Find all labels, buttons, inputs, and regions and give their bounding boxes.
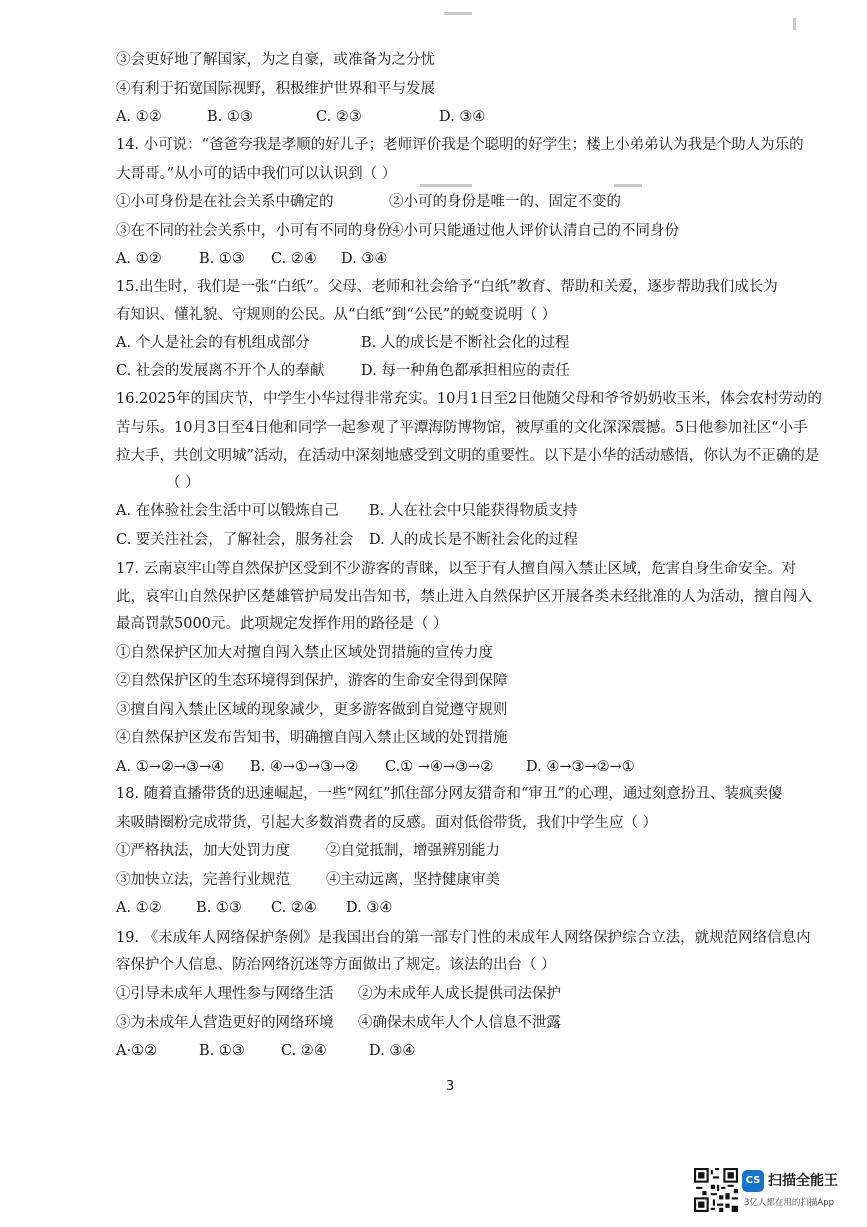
page-number: 3	[446, 1079, 455, 1094]
q18-statement-4: ④主动远离，坚持健康审美	[326, 872, 500, 888]
q14-statement-2: ②小可的身份是唯一的、固定不变的	[389, 194, 621, 210]
q19-stem: 19. 《未成年人网络保护条例》是我国出台的第一部专门性的未成年人网络保护综合立法，就规范网络信息内	[116, 930, 811, 946]
q19-choice-d: D. ③④	[369, 1043, 416, 1059]
scan-artifact	[420, 184, 472, 187]
q17-choice-a: A. ①→②→③→④	[116, 759, 225, 775]
q19-statement-2: ②为未成年人成长提供司法保护	[358, 986, 561, 1002]
camscanner-tagline: 3亿人都在用的扫描App	[744, 1198, 835, 1208]
q18-stem-cont: 来吸睛圈粉完成带货，引起大多数消费者的反感。面对低俗带货，我们中学生应（ ）	[116, 815, 658, 831]
q19-statement-3: ③为未成年人营造更好的网络环境	[116, 1015, 334, 1031]
q17-statement-4: ④自然保护区发布告知书，明确擅自闯入禁止区域的处罚措施	[116, 730, 508, 746]
qr-code-icon	[694, 1168, 738, 1212]
q16-choice-a: A. 在体验社会生活中可以锻炼自己	[116, 503, 339, 519]
q13-statement-4: ④有利于拓宽国际视野，积极维护世界和平与发展	[116, 81, 435, 97]
scan-artifact	[444, 12, 472, 15]
q14-statement-1: ①小可身份是在社会关系中确定的	[116, 194, 334, 210]
q16-stem-cont-2: 拉大手，共创文明城”活动，在活动中深刻地感受到文明的重要性。以下是小华的活动感悟，你认为不正确的是	[116, 448, 820, 464]
q13-choice-b: B. ①③	[207, 109, 253, 125]
q13-choice-c: C. ②③	[316, 109, 362, 125]
q18-choice-b: B. ①③	[196, 900, 242, 916]
q14-statement-4: ④小可只能通过他人评价认清自己的不同身份	[389, 223, 679, 239]
q13-choice-a: A. ①②	[116, 109, 162, 125]
q15-stem-cont: 有知识、懂礼貌、守规则的公民。从“白纸”到“公民”的蜕变说明（ ）	[116, 307, 557, 323]
scan-artifact	[614, 184, 642, 187]
q18-stem: 18. 随着直播带货的迅速崛起，一些“网红”抓住部分网友猎奇和“审丑”的心理，通过刻意扮丑、装疯卖傻	[116, 786, 783, 802]
q16-choice-d: D. 人的成长是不断社会化的过程	[369, 532, 578, 548]
q14-statement-3: ③在不同的社会关系中，小可有不同的身份	[116, 223, 392, 239]
q19-choice-a: A·①②	[116, 1043, 158, 1059]
q14-choice-b: B. ①③	[199, 251, 245, 267]
q17-statement-1: ①自然保护区加大对擅自闯入禁止区域处罚措施的宣传力度	[116, 645, 493, 661]
q17-statement-2: ②自然保护区的生态环境得到保护，游客的生命安全得到保障	[116, 673, 508, 689]
q15-choice-b: B. 人的成长是不断社会化的过程	[361, 335, 570, 351]
q13-statement-3: ③会更好地了解国家，为之自豪，或准备为之分忧	[116, 52, 435, 68]
q16-stem-cont-1: 苦与乐。10月3日至4日他和同学一起参观了平潭海防博物馆，被厚重的文化深深震撼。5日他参加社区“小手	[116, 420, 808, 436]
q13-choice-d: D. ③④	[439, 109, 486, 125]
q15-stem: 15.出生时，我们是一张“白纸”。父母、老师和社会给予“白纸”教育、帮助和关爱，逐步帮助我们成长为	[116, 279, 778, 295]
q18-statement-2: ②自觉抵制，增强辨别能力	[326, 843, 500, 859]
scanner-watermark	[694, 1168, 854, 1216]
q19-choice-b: B. ①③	[199, 1043, 245, 1059]
q16-choice-c: C. 要关注社会，了解社会，服务社会	[116, 532, 354, 548]
q19-stem-cont: 容保护个人信息、防治网络沉迷等方面做出了规定。该法的出台（ ）	[116, 957, 556, 973]
q18-choice-a: A. ①②	[116, 900, 162, 916]
q14-stem-cont: 大哥哥。”从小可的话中我们可以认识到（ ）	[116, 166, 397, 182]
q18-statement-3: ③加快立法，完善行业规范	[116, 872, 290, 888]
q16-answer-bracket: （ ）	[166, 475, 200, 491]
q14-choice-d: D. ③④	[341, 251, 388, 267]
q14-choice-a: A. ①②	[116, 251, 162, 267]
q15-choice-a: A. 个人是社会的有机组成部分	[116, 335, 310, 351]
q15-choice-d: D. 每一种角色都承担相应的责任	[361, 363, 570, 379]
q19-statement-1: ①引导未成年人理性参与网络生活	[116, 986, 334, 1002]
q15-choice-c: C. 社会的发展离不开个人的奉献	[116, 363, 325, 379]
q19-choice-c: C. ②④	[281, 1043, 327, 1059]
q18-choice-d: D. ③④	[346, 900, 393, 916]
q17-stem: 17. 云南哀牢山等自然保护区受到不少游客的青睐，以至于有人擅自闯入禁止区域，危害自身生命安全。对	[116, 561, 797, 577]
q17-choice-c: C.① →④→③→②	[385, 759, 494, 775]
q17-stem-cont-1: 此，哀牢山自然保护区楚雄管护局发出告知书，禁止进入自然保护区开展各类未经批准的人为活动，擅自闯入	[116, 589, 812, 605]
q16-stem: 16.2025年的国庆节，中学生小华过得非常充实。10月1日至2日他随父母和爷爷奶奶收玉米，体会农村劳动的	[116, 391, 822, 407]
camscanner-logo: CS	[742, 1170, 764, 1192]
q17-choice-d: D. ④→③→②→①	[526, 759, 635, 775]
q16-choice-b: B. 人在社会中只能获得物质支持	[369, 503, 578, 519]
q18-statement-1: ①严格执法，加大处罚力度	[116, 843, 290, 859]
scan-artifact	[793, 18, 796, 30]
q17-stem-cont-2: 最高罚款5000元。此项规定发挥作用的路径是（ ）	[116, 616, 448, 632]
q18-choice-c: C. ②④	[271, 900, 317, 916]
q17-choice-b: B. ④→①→③→②	[250, 759, 359, 775]
q14-stem: 14. 小可说：“爸爸夸我是孝顺的好儿子；老师评价我是个聪明的好学生；楼上小弟弟认为我是个助人为乐的	[116, 137, 804, 153]
q17-statement-3: ③擅自闯入禁止区域的现象减少，更多游客做到自觉遵守规则	[116, 702, 508, 718]
q14-choice-c: C. ②④	[271, 251, 317, 267]
q19-statement-4: ④确保未成年人个人信息不泄露	[358, 1015, 561, 1031]
camscanner-app-name: 扫描全能王	[768, 1173, 838, 1189]
